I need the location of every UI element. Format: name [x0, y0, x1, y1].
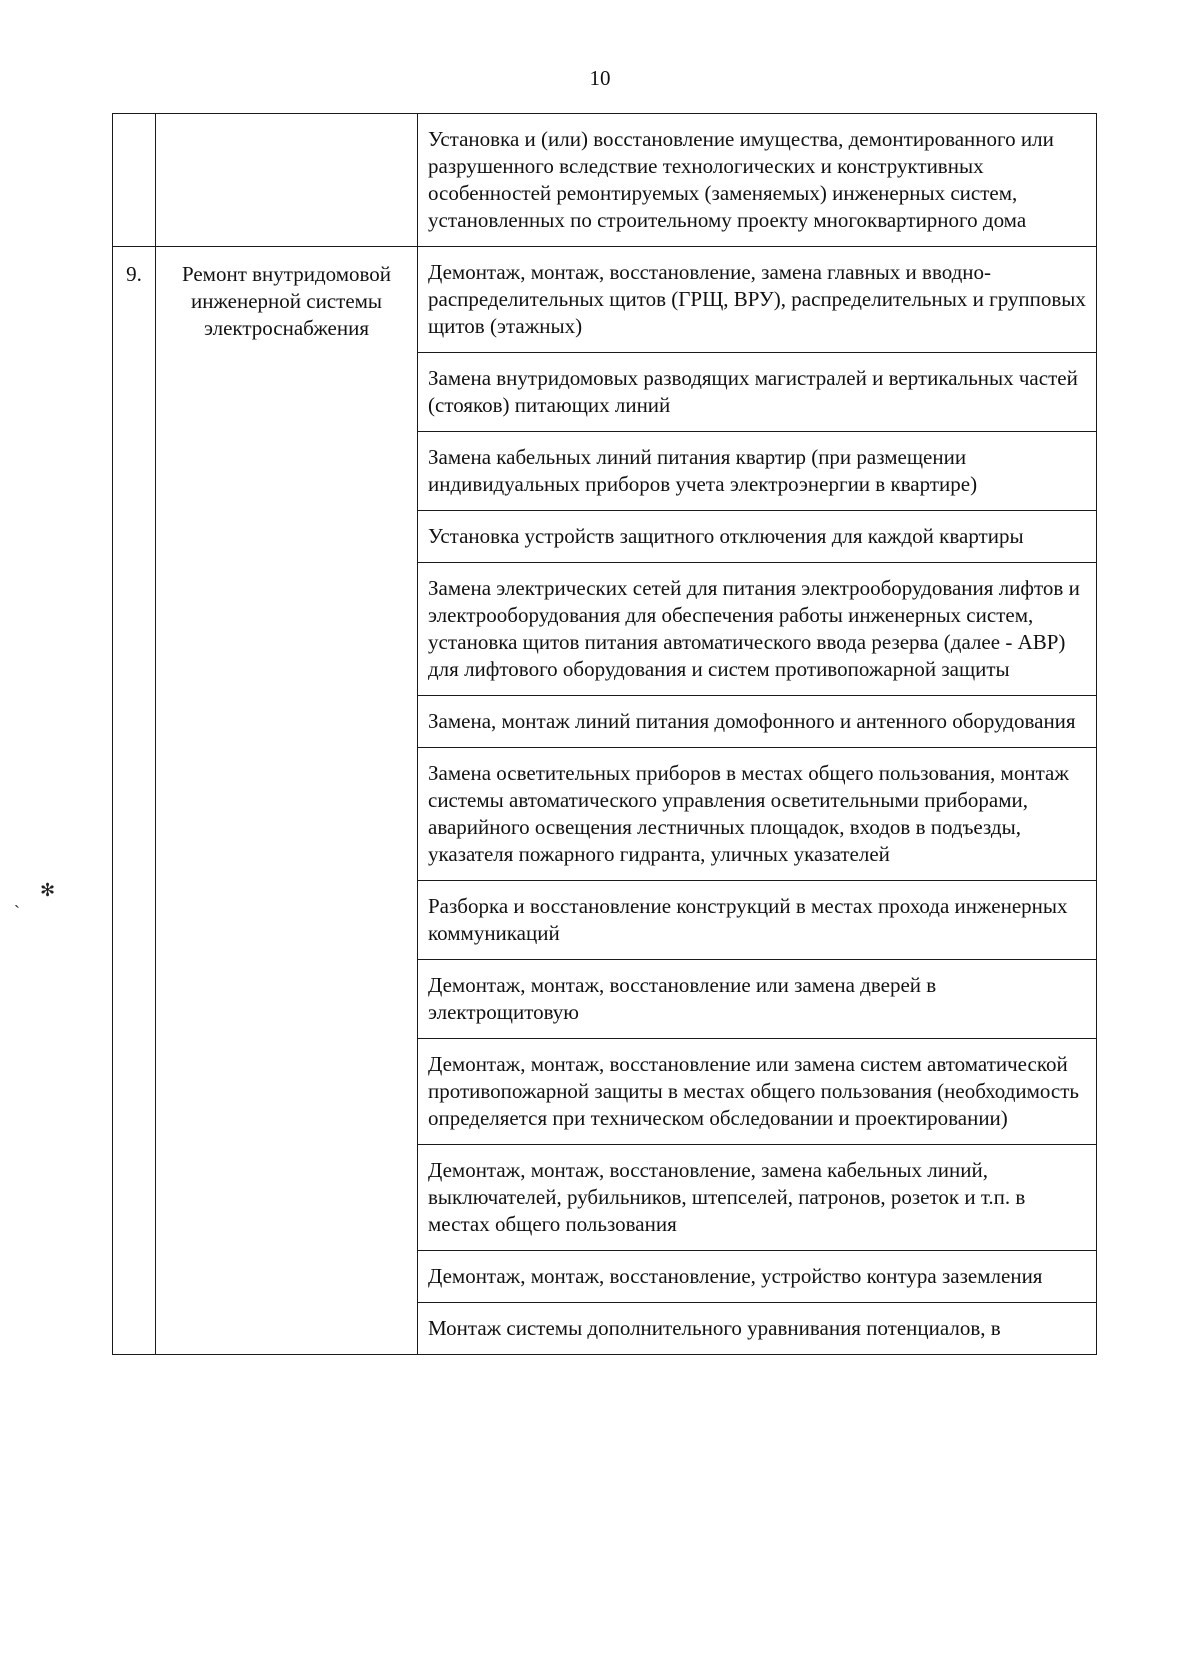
- work-item-cell: Демонтаж, монтаж, восстановление, замена главных и вводно-распределительных щитов (ГРЩ, ВРУ), распределительных и групповых щитов (этажных): [418, 247, 1097, 353]
- work-item-cell: Замена кабельных линий питания квартир (при размещении индивидуальных приборов учета электроэнергии в квартире): [418, 432, 1097, 511]
- table-row: [113, 114, 1097, 247]
- work-item-cell: Замена внутридомовых разводящих магистралей и вертикальных частей (стояков) питающих линий: [418, 353, 1097, 432]
- row-name-cell: [156, 114, 418, 247]
- work-item-cell: Монтаж системы дополнительного уравнивания потенциалов, в: [418, 1303, 1097, 1355]
- scan-mark: ˎ: [14, 888, 20, 908]
- works-table: [112, 113, 1097, 1355]
- work-item-cell: Замена, монтаж линий питания домофонного и антенного оборудования: [418, 696, 1097, 748]
- page-number: 10: [589, 66, 611, 90]
- work-item-cell: Демонтаж, монтаж, восстановление, замена кабельных линий, выключателей, рубильников, штепселей, патронов, розеток и т.п. в местах общего пользования: [418, 1145, 1097, 1251]
- work-item-cell: Демонтаж, монтаж, восстановление или замена дверей в электрощитовую: [418, 960, 1097, 1039]
- work-item-cell: Замена электрических сетей для питания электрооборудования лифтов и электрооборудования для обеспечения работы инженерных систем, установка щитов питания автоматического ввода резерва (далее - АВР) для лифтового оборудования и систем противопожарной защиты: [418, 563, 1097, 696]
- section-name-cell: Ремонт внутридомовой инженерной системы электроснабжения: [156, 247, 418, 1355]
- table-row: [113, 247, 1097, 353]
- work-item-cell: Замена осветительных приборов в местах общего пользования, монтаж системы автоматического управления осветительными приборами, аварийного освещения лестничных площадок, входов в подъезды, указателя пожарного гидранта, уличных указателей: [418, 748, 1097, 881]
- work-item-cell: Демонтаж, монтаж, восстановление, устройство контура заземления: [418, 1251, 1097, 1303]
- row-number-cell: [113, 114, 156, 247]
- section-number-cell: 9.: [113, 247, 156, 1355]
- work-item-cell: Демонтаж, монтаж, восстановление или замена систем автоматической противопожарной защиты в местах общего пользования (необходимость определяется при техническом обследовании и проектировании): [418, 1039, 1097, 1145]
- scan-mark: ✻: [40, 880, 56, 900]
- work-item-cell: Установка устройств защитного отключения для каждой квартиры: [418, 511, 1097, 563]
- work-item-cell: Разборка и восстановление конструкций в местах прохода инженерных коммуникаций: [418, 881, 1097, 960]
- work-item-cell: Установка и (или) восстановление имущества, демонтированного или разрушенного вследствие технологических и конструктивных особенностей ремонтируемых (заменяемых) инженерных систем, установленных по строительному проекту многоквартирного дома: [418, 114, 1097, 247]
